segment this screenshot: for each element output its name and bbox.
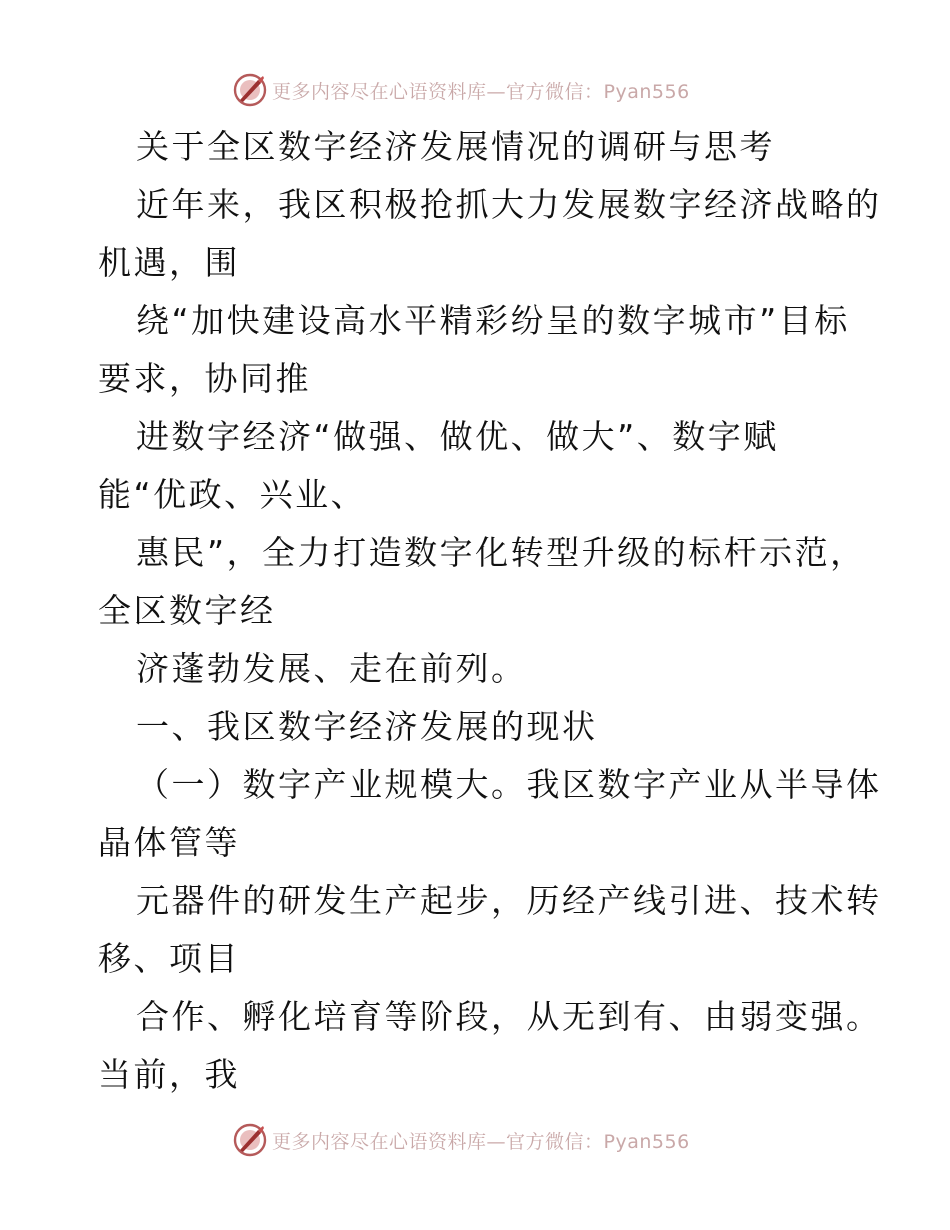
text-line: 惠民”，全力打造数字化转型升级的标杆示范，: [136, 533, 866, 572]
text-line: 晶体管等: [98, 823, 240, 862]
text-line: 元器件的研发生产起步，历经产线引进、技术转: [136, 881, 882, 920]
quill-seal-icon: [232, 1122, 268, 1158]
text-line: 合作、孵化培育等阶段，从无到有、由弱变强。: [136, 997, 882, 1036]
text-line: 关于全区数字经济发展情况的调研与思考: [136, 127, 775, 166]
text-line: 机遇，围: [98, 243, 240, 282]
text-line: 要求，协同推: [98, 359, 311, 398]
text-line: 进数字经济“做强、做优、做大”、数字赋: [136, 417, 779, 456]
document-body: [98, 118, 882, 1104]
text-line: 一、我区数字经济发展的现状: [136, 707, 598, 746]
watermark-id: Pyan556: [603, 1130, 690, 1153]
footer-watermark: [232, 1120, 690, 1160]
text-line: 能“优政、兴业、: [98, 475, 367, 514]
header-watermark: [232, 70, 690, 110]
text-line: 近年来，我区积极抢抓大力发展数字经济战略的: [136, 185, 882, 224]
text-line: （一）数字产业规模大。我区数字产业从半导体: [136, 765, 882, 804]
watermark-id: Pyan556: [603, 80, 690, 103]
quill-seal-icon: [232, 72, 268, 108]
text-line: 移、项目: [98, 939, 240, 978]
watermark-text: 更多内容尽在心语资料库—官方微信：Pyan556: [272, 1130, 690, 1153]
watermark-text: 更多内容尽在心语资料库—官方微信：Pyan556: [272, 80, 690, 103]
text-line: 当前，我: [98, 1055, 240, 1094]
text-line: 全区数字经: [98, 591, 276, 630]
text-line: 济蓬勃发展、走在前列。: [136, 649, 527, 688]
text-line: 绕“加快建设高水平精彩纷呈的数字城市”目标: [136, 301, 850, 340]
